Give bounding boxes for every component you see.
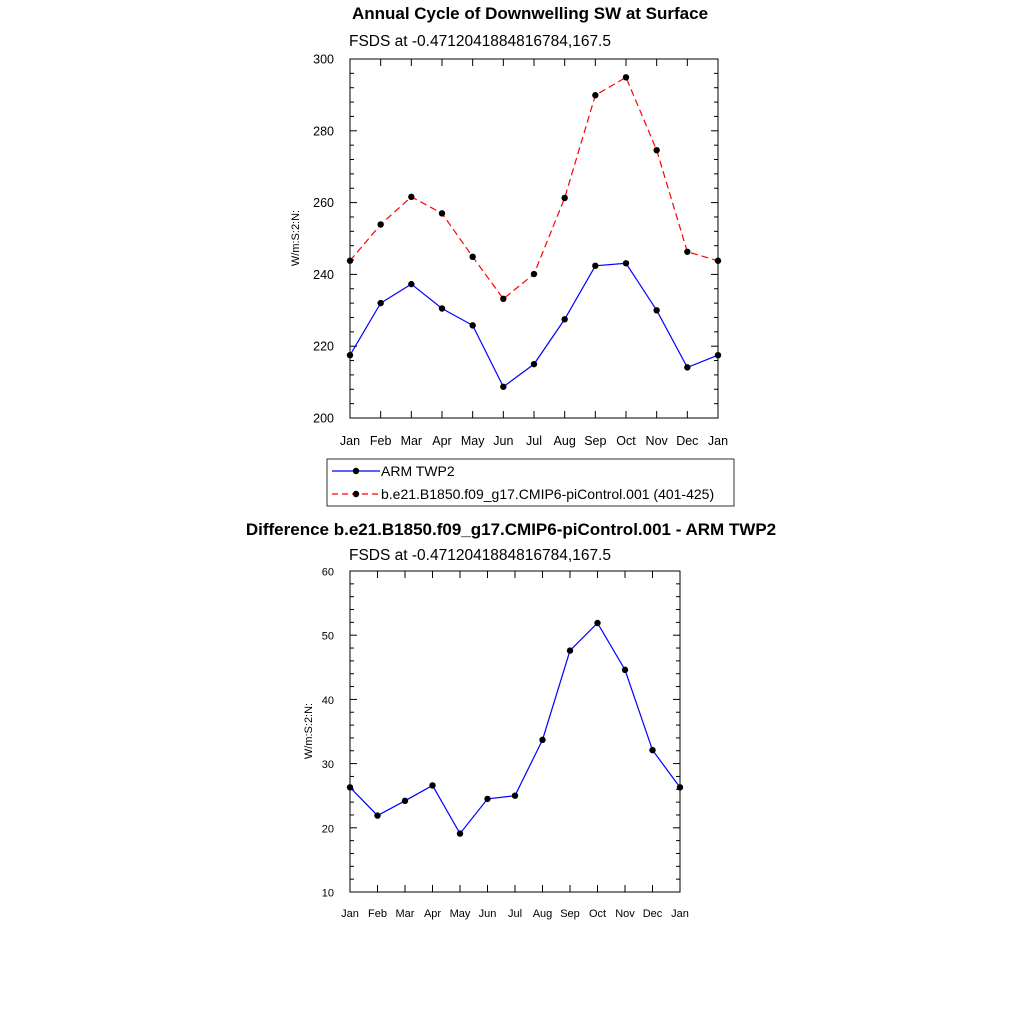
data-point	[531, 361, 537, 367]
chart-title: Difference b.e21.B1850.f09_g17.CMIP6-piControl.001 - ARM TWP2	[245, 520, 777, 539]
data-point	[715, 258, 721, 264]
legend-label-arm: ARM TWP2	[381, 463, 455, 479]
data-point	[623, 74, 629, 80]
legend-marker-model	[353, 491, 359, 497]
data-point	[653, 307, 659, 313]
x-tick-label: Nov	[645, 434, 668, 448]
data-point	[457, 830, 463, 836]
x-tick-label: Dec	[676, 434, 699, 448]
plot-area	[313, 53, 728, 449]
data-point	[347, 784, 353, 790]
chart-subtitle: FSDS at -0.4712041884816784,167.5	[349, 33, 611, 50]
x-tick-label: Apr	[423, 908, 442, 920]
x-tick-label: Jul	[507, 908, 523, 920]
series-line-1	[350, 77, 718, 299]
x-tick-label: Sep	[560, 908, 580, 920]
data-point	[377, 221, 383, 227]
data-point	[684, 249, 690, 255]
data-point	[539, 737, 545, 743]
x-tick-label: Feb	[369, 434, 392, 448]
x-tick-label: May	[449, 908, 471, 920]
data-point	[623, 260, 629, 266]
x-tick-label: Jun	[493, 434, 514, 448]
series-line-0	[350, 623, 680, 834]
x-tick-label: Jan	[671, 908, 689, 920]
x-tick-label: Dec	[642, 908, 663, 920]
data-point	[408, 194, 414, 200]
data-point	[439, 210, 445, 216]
x-tick-label: Oct	[588, 908, 607, 920]
y-tick-label: 220	[313, 339, 334, 354]
data-point	[374, 812, 380, 818]
data-point	[561, 316, 567, 322]
y-tick-label: 200	[313, 411, 334, 426]
x-tick-label: Mar	[400, 434, 423, 448]
data-point	[677, 784, 683, 790]
data-point	[500, 296, 506, 302]
x-tick-label: May	[460, 434, 485, 448]
data-point	[531, 271, 537, 277]
x-tick-label: Jul	[526, 434, 542, 448]
data-point	[347, 352, 353, 358]
chart-difference	[246, 520, 776, 920]
x-tick-label: Jan	[341, 908, 359, 920]
y-tick-label: 10	[321, 887, 334, 900]
data-point	[377, 300, 383, 306]
data-point	[567, 647, 573, 653]
data-point	[622, 667, 628, 673]
data-point	[469, 322, 475, 328]
x-tick-label: Aug	[532, 908, 553, 920]
x-tick-label: Aug	[553, 434, 576, 448]
chart-annual-cycle	[290, 4, 734, 506]
x-tick-label: Jun	[478, 908, 497, 920]
data-point	[408, 281, 414, 287]
x-tick-label: Feb	[368, 908, 387, 920]
data-point	[592, 92, 598, 98]
x-tick-label: Mar	[395, 908, 415, 920]
data-point	[561, 195, 567, 201]
data-point	[347, 258, 353, 264]
legend-label-model: b.e21.B1850.f09_g17.CMIP6-piControl.001 (401-425)	[381, 486, 715, 502]
legend-item-model	[332, 486, 714, 502]
x-tick-label: Jan	[339, 434, 361, 448]
data-point	[500, 384, 506, 390]
data-point	[469, 254, 475, 260]
legend	[327, 459, 734, 506]
y-tick-label: 60	[321, 566, 334, 579]
chart-title: Annual Cycle of Downwelling SW at Surface	[351, 4, 709, 23]
y-tick-label: 30	[321, 759, 334, 772]
data-point	[402, 798, 408, 804]
x-tick-label: Apr	[432, 434, 452, 448]
y-tick-label: 260	[313, 196, 334, 211]
y-tick-label: 40	[321, 694, 334, 707]
data-point	[484, 796, 490, 802]
plot-frame	[350, 571, 680, 892]
data-point	[592, 263, 598, 269]
data-point	[512, 793, 518, 799]
x-tick-label: Jan	[707, 434, 729, 448]
y-tick-label: 20	[321, 823, 334, 836]
legend-marker-arm	[353, 468, 359, 474]
data-point	[653, 147, 659, 153]
y-axis-label: W/m:S:2:N:	[290, 209, 302, 267]
data-point	[594, 620, 600, 626]
x-tick-label: Nov	[615, 908, 635, 920]
x-tick-label: Sep	[584, 434, 607, 448]
data-point	[649, 747, 655, 753]
data-point	[684, 364, 690, 370]
series-line-0	[350, 263, 718, 386]
x-tick-label: Oct	[616, 434, 636, 448]
y-tick-label: 300	[313, 52, 334, 67]
y-tick-label: 280	[313, 124, 334, 139]
y-tick-label: 240	[313, 267, 334, 282]
data-point	[439, 305, 445, 311]
chart-subtitle: FSDS at -0.4712041884816784,167.5	[349, 547, 611, 564]
plot-area	[322, 567, 689, 921]
data-point	[429, 782, 435, 788]
y-axis-label: W/m:S:2:N:	[303, 702, 315, 760]
y-tick-label: 50	[321, 630, 334, 643]
data-point	[715, 352, 721, 358]
